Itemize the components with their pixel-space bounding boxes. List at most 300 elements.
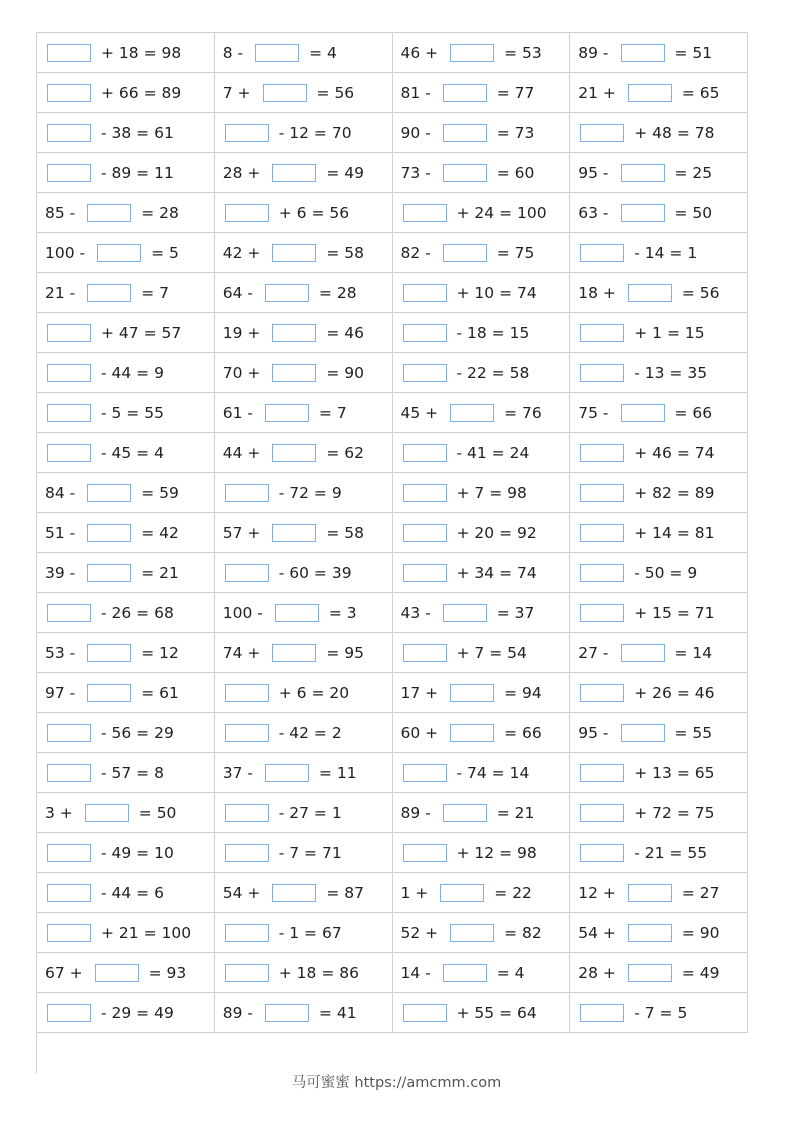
equation-left: 67 + [45, 963, 83, 982]
equation-left: 3 + [45, 803, 73, 822]
equation-right: + 10 = 74 [456, 283, 537, 302]
problem-row [37, 753, 748, 793]
equation-right: = 82 [504, 923, 542, 942]
problem-cell [214, 753, 392, 793]
equation-right: = 27 [681, 883, 720, 902]
problem-cell [392, 233, 570, 273]
answer-blank[interactable] [85, 804, 129, 822]
answer-blank[interactable] [580, 804, 624, 822]
equation-left: 54 + [578, 923, 616, 942]
answer-blank[interactable] [272, 364, 316, 382]
problem-cell [570, 793, 748, 833]
problem-cell [570, 713, 748, 753]
problem-cell [37, 313, 215, 353]
answer-blank[interactable] [47, 844, 91, 862]
answer-blank[interactable] [628, 924, 672, 942]
equation-right: - 22 = 58 [456, 363, 530, 382]
problem-cell [214, 473, 392, 513]
problem-cell [37, 633, 215, 673]
equation-right: = 37 [496, 603, 535, 622]
problem-cell [392, 993, 570, 1033]
equation-right: + 6 = 20 [278, 683, 350, 702]
answer-blank[interactable] [580, 324, 624, 342]
equation-left: 60 + [400, 723, 439, 742]
problem-grid-body [37, 33, 748, 1033]
problem-cell [392, 273, 570, 313]
equation-right: = 14 [674, 643, 713, 662]
problem-cell [214, 313, 392, 353]
answer-blank[interactable] [580, 684, 624, 702]
problem-cell [37, 73, 215, 113]
answer-blank[interactable] [403, 204, 447, 222]
answer-blank[interactable] [403, 364, 447, 382]
equation-right: - 14 = 1 [634, 243, 698, 262]
answer-blank[interactable] [47, 924, 91, 942]
answer-blank[interactable] [403, 844, 447, 862]
answer-blank[interactable] [225, 484, 269, 502]
answer-blank[interactable] [272, 884, 316, 902]
equation-left: 97 - [45, 683, 76, 702]
equation-right: - 41 = 24 [456, 443, 530, 462]
equation-right: - 42 = 2 [278, 723, 342, 742]
equation-right: + 6 = 56 [278, 203, 350, 222]
answer-blank[interactable] [628, 884, 672, 902]
answer-blank[interactable] [403, 324, 447, 342]
problem-cell [214, 433, 392, 473]
answer-blank[interactable] [47, 364, 91, 382]
problem-row [37, 953, 748, 993]
problem-cell [214, 273, 392, 313]
equation-left: 39 - [45, 563, 76, 582]
answer-blank[interactable] [443, 964, 487, 982]
answer-blank[interactable] [47, 1004, 91, 1022]
problem-cell [570, 953, 748, 993]
equation-right: = 55 [674, 723, 713, 742]
equation-right: + 72 = 75 [634, 803, 715, 822]
answer-blank[interactable] [265, 1004, 309, 1022]
problem-cell [214, 793, 392, 833]
equation-left: 82 - [400, 243, 431, 262]
equation-left: 95 - [578, 723, 609, 742]
problem-cell [392, 473, 570, 513]
equation-left: 1 + [400, 883, 429, 902]
equation-right: + 55 = 64 [456, 1003, 537, 1022]
problem-cell [214, 393, 392, 433]
equation-left: 28 + [222, 163, 261, 182]
answer-blank[interactable] [450, 924, 494, 942]
problem-row [37, 913, 748, 953]
problem-cell [392, 953, 570, 993]
answer-blank[interactable] [225, 964, 269, 982]
problem-row [37, 193, 748, 233]
equation-right: - 29 = 49 [101, 1003, 174, 1022]
problem-cell [570, 233, 748, 273]
equation-left: 37 - [222, 763, 253, 782]
answer-blank[interactable] [47, 604, 91, 622]
equation-right: - 26 = 68 [101, 603, 174, 622]
problem-row [37, 513, 748, 553]
equation-left: 61 - [222, 403, 253, 422]
problem-cell [392, 73, 570, 113]
problem-cell [37, 273, 215, 313]
problem-cell [214, 913, 392, 953]
equation-left: 100 - [222, 603, 263, 622]
equation-right: = 28 [319, 283, 357, 302]
equation-left: 44 + [222, 443, 261, 462]
equation-right: = 22 [494, 883, 532, 902]
answer-blank[interactable] [580, 124, 624, 142]
answer-blank[interactable] [87, 564, 131, 582]
answer-blank[interactable] [403, 564, 447, 582]
answer-blank[interactable] [272, 244, 316, 262]
problem-cell [570, 913, 748, 953]
equation-left: 89 - [400, 803, 431, 822]
answer-blank[interactable] [440, 884, 484, 902]
problem-cell [37, 673, 215, 713]
equation-right: - 7 = 5 [634, 1003, 688, 1022]
problem-cell [214, 113, 392, 153]
equation-right: = 4 [309, 43, 337, 62]
answer-blank[interactable] [443, 604, 487, 622]
equation-right: = 94 [504, 683, 542, 702]
problem-cell [570, 633, 748, 673]
answer-blank[interactable] [443, 244, 487, 262]
problem-row [37, 33, 748, 73]
problem-cell [37, 953, 215, 993]
problem-row [37, 393, 748, 433]
equation-right: - 56 = 29 [101, 723, 174, 742]
answer-blank[interactable] [443, 164, 487, 182]
answer-blank[interactable] [47, 44, 91, 62]
equation-right: = 66 [674, 403, 713, 422]
equation-right: = 58 [326, 243, 365, 262]
problem-cell [570, 33, 748, 73]
equation-right: - 5 = 55 [101, 403, 164, 422]
answer-blank[interactable] [403, 1004, 447, 1022]
equation-right: = 5 [151, 243, 179, 262]
equation-left: 7 + [222, 83, 251, 102]
equation-right: = 62 [326, 443, 365, 462]
equation-left: 100 - [45, 243, 86, 262]
equation-right: - 74 = 14 [456, 763, 530, 782]
problem-row [37, 233, 748, 273]
answer-blank[interactable] [225, 124, 269, 142]
problem-cell [392, 753, 570, 793]
answer-blank[interactable] [47, 164, 91, 182]
equation-left: 21 - [45, 283, 76, 302]
equation-right: = 7 [319, 403, 347, 422]
answer-blank[interactable] [450, 724, 494, 742]
equation-right: + 13 = 65 [634, 763, 715, 782]
equation-right: = 58 [326, 523, 365, 542]
equation-right: - 13 = 35 [634, 363, 708, 382]
answer-blank[interactable] [263, 84, 307, 102]
answer-blank[interactable] [47, 404, 91, 422]
answer-blank[interactable] [580, 244, 624, 262]
equation-right: = 46 [326, 323, 365, 342]
answer-blank[interactable] [87, 484, 131, 502]
answer-blank[interactable] [580, 604, 624, 622]
equation-left: 57 + [222, 523, 261, 542]
answer-blank[interactable] [443, 124, 487, 142]
problem-row [37, 633, 748, 673]
answer-blank[interactable] [265, 764, 309, 782]
answer-blank[interactable] [450, 404, 494, 422]
problem-cell [392, 33, 570, 73]
equation-right: = 7 [141, 283, 170, 302]
problem-cell [214, 673, 392, 713]
answer-blank[interactable] [47, 444, 91, 462]
equation-right: + 21 = 100 [101, 923, 192, 942]
problem-row [37, 313, 748, 353]
equation-right: = 53 [504, 43, 542, 62]
problem-cell [392, 793, 570, 833]
problem-cell [392, 553, 570, 593]
answer-blank[interactable] [450, 44, 494, 62]
equation-left: 95 - [578, 163, 609, 182]
answer-blank[interactable] [621, 404, 665, 422]
problem-cell [214, 633, 392, 673]
answer-blank[interactable] [443, 804, 487, 822]
answer-blank[interactable] [225, 924, 269, 942]
problem-cell [570, 873, 748, 913]
equation-right: = 73 [496, 123, 535, 142]
equation-right: = 77 [496, 83, 535, 102]
equation-right: = 65 [681, 83, 720, 102]
problem-cell [392, 673, 570, 713]
answer-blank[interactable] [621, 44, 665, 62]
problem-cell [392, 593, 570, 633]
equation-left: 74 + [222, 643, 261, 662]
problem-cell [392, 193, 570, 233]
problem-cell [214, 153, 392, 193]
equation-right: = 49 [681, 963, 720, 982]
answer-blank[interactable] [580, 764, 624, 782]
answer-blank[interactable] [255, 44, 299, 62]
answer-blank[interactable] [97, 244, 141, 262]
page-footer: 马可蜜蜜 https://amcmm.com [291, 1075, 502, 1091]
answer-blank[interactable] [47, 324, 91, 342]
answer-blank[interactable] [87, 684, 131, 702]
equation-right: + 18 = 98 [101, 43, 182, 62]
equation-left: 53 - [45, 643, 76, 662]
answer-blank[interactable] [621, 644, 665, 662]
problem-cell [37, 593, 215, 633]
equation-left: 42 + [222, 243, 261, 262]
problem-cell [37, 433, 215, 473]
answer-blank[interactable] [225, 804, 269, 822]
problem-cell [392, 433, 570, 473]
answer-blank[interactable] [225, 724, 269, 742]
problem-grid [36, 32, 748, 1033]
answer-blank[interactable] [87, 644, 131, 662]
problem-cell [37, 513, 215, 553]
equation-left: 64 - [222, 283, 253, 302]
problem-cell [392, 313, 570, 353]
equation-right: = 12 [141, 643, 179, 662]
problem-cell [37, 393, 215, 433]
answer-blank[interactable] [403, 764, 447, 782]
equation-right: - 57 = 8 [101, 763, 164, 782]
problem-cell [392, 153, 570, 193]
equation-right: = 21 [141, 563, 179, 582]
answer-blank[interactable] [272, 444, 316, 462]
equation-right: + 1 = 15 [634, 323, 705, 342]
answer-blank[interactable] [47, 764, 91, 782]
equation-right: - 44 = 6 [101, 883, 164, 902]
equation-right: = 50 [138, 803, 177, 822]
answer-blank[interactable] [47, 884, 91, 902]
equation-right: = 93 [148, 963, 187, 982]
answer-blank[interactable] [272, 524, 316, 542]
equation-right: = 25 [674, 163, 713, 182]
answer-blank[interactable] [580, 524, 624, 542]
equation-right: + 20 = 92 [456, 523, 537, 542]
answer-blank[interactable] [580, 844, 624, 862]
problem-row [37, 873, 748, 913]
answer-blank[interactable] [621, 164, 665, 182]
equation-right: - 89 = 11 [101, 163, 174, 182]
problem-cell [570, 353, 748, 393]
equation-left: 45 + [400, 403, 439, 422]
problem-row [37, 793, 748, 833]
problem-cell [392, 713, 570, 753]
answer-blank[interactable] [225, 564, 269, 582]
answer-blank[interactable] [403, 524, 447, 542]
equation-left: 43 - [400, 603, 431, 622]
equation-right: = 60 [496, 163, 535, 182]
answer-blank[interactable] [225, 684, 269, 702]
answer-blank[interactable] [265, 284, 309, 302]
answer-blank[interactable] [450, 684, 494, 702]
equation-right: = 76 [504, 403, 542, 422]
answer-blank[interactable] [628, 84, 672, 102]
problem-cell [570, 393, 748, 433]
answer-blank[interactable] [621, 204, 665, 222]
problem-cell [214, 513, 392, 553]
answer-blank[interactable] [628, 964, 672, 982]
problem-cell [37, 153, 215, 193]
answer-blank[interactable] [580, 364, 624, 382]
problem-cell [570, 193, 748, 233]
answer-blank[interactable] [87, 204, 131, 222]
answer-blank[interactable] [272, 324, 316, 342]
answer-blank[interactable] [443, 84, 487, 102]
equation-left: 27 - [578, 643, 609, 662]
answer-blank[interactable] [403, 444, 447, 462]
equation-right: - 38 = 61 [101, 123, 174, 142]
equation-right: - 44 = 9 [101, 363, 164, 382]
problem-cell [570, 73, 748, 113]
problem-row [37, 713, 748, 753]
equation-left: 18 + [578, 283, 616, 302]
answer-blank[interactable] [272, 164, 316, 182]
equation-left: 89 - [578, 43, 609, 62]
problem-cell [214, 353, 392, 393]
answer-blank[interactable] [47, 124, 91, 142]
problem-cell [214, 553, 392, 593]
equation-right: - 49 = 10 [101, 843, 174, 862]
equation-right: - 60 = 39 [278, 563, 352, 582]
answer-blank[interactable] [87, 284, 131, 302]
equation-left: 73 - [400, 163, 431, 182]
problem-cell [570, 553, 748, 593]
problem-row [37, 433, 748, 473]
equation-left: 81 - [400, 83, 431, 102]
answer-blank[interactable] [403, 644, 447, 662]
equation-left: 90 - [400, 123, 431, 142]
answer-blank[interactable] [275, 604, 319, 622]
answer-blank[interactable] [580, 444, 624, 462]
answer-blank[interactable] [87, 524, 131, 542]
equation-right: = 56 [316, 83, 355, 102]
equation-right: + 15 = 71 [634, 603, 715, 622]
answer-blank[interactable] [225, 204, 269, 222]
problem-cell [37, 193, 215, 233]
equation-right: = 75 [496, 243, 535, 262]
equation-right: + 34 = 74 [456, 563, 537, 582]
answer-blank[interactable] [225, 844, 269, 862]
answer-blank[interactable] [403, 284, 447, 302]
equation-right: = 49 [326, 163, 365, 182]
equation-right: = 90 [326, 363, 365, 382]
answer-blank[interactable] [580, 564, 624, 582]
left-margin-line [36, 32, 37, 1074]
answer-blank[interactable] [95, 964, 139, 982]
problem-cell [37, 793, 215, 833]
equation-left: 46 + [400, 43, 439, 62]
problem-cell [214, 193, 392, 233]
problem-cell [214, 73, 392, 113]
answer-blank[interactable] [580, 1004, 624, 1022]
problem-cell [37, 993, 215, 1033]
equation-right: + 26 = 46 [634, 683, 715, 702]
problem-cell [570, 753, 748, 793]
answer-blank[interactable] [403, 484, 447, 502]
problem-cell [392, 353, 570, 393]
equation-left: 85 - [45, 203, 76, 222]
answer-blank[interactable] [47, 724, 91, 742]
answer-blank[interactable] [265, 404, 309, 422]
equation-left: 28 + [578, 963, 616, 982]
equation-left: 51 - [45, 523, 76, 542]
equation-right: = 50 [674, 203, 713, 222]
problem-cell [570, 593, 748, 633]
problem-cell [392, 113, 570, 153]
answer-blank[interactable] [47, 84, 91, 102]
answer-blank[interactable] [580, 484, 624, 502]
problem-cell [570, 833, 748, 873]
problem-cell [214, 233, 392, 273]
answer-blank[interactable] [621, 724, 665, 742]
equation-left: 52 + [400, 923, 439, 942]
problem-cell [392, 833, 570, 873]
problem-cell [392, 913, 570, 953]
problem-row [37, 553, 748, 593]
problem-row [37, 673, 748, 713]
equation-right: + 66 = 89 [101, 83, 182, 102]
equation-left: 84 - [45, 483, 76, 502]
problem-cell [214, 593, 392, 633]
answer-blank[interactable] [628, 284, 672, 302]
equation-left: 63 - [578, 203, 609, 222]
answer-blank[interactable] [272, 644, 316, 662]
problem-cell [214, 713, 392, 753]
problem-row [37, 993, 748, 1033]
equation-right: - 1 = 67 [278, 923, 342, 942]
problem-cell [570, 473, 748, 513]
problem-cell [214, 833, 392, 873]
